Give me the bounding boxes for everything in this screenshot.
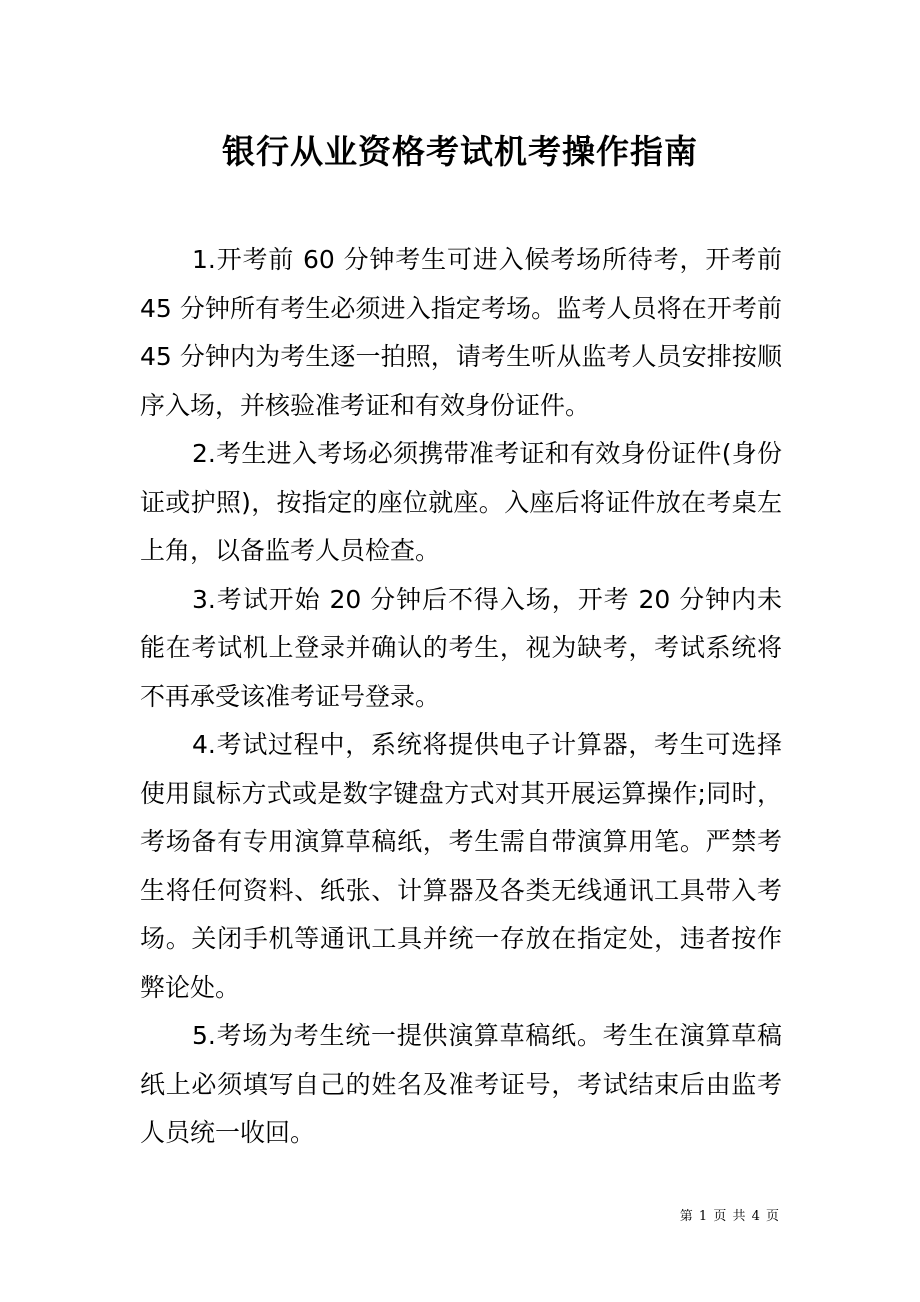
paragraph-5: 5.考场为考生统一提供演算草稿纸。考生在演算草稿纸上必须填写自己的姓名及准考证号，考试结束后由监考人员统一收回。 xyxy=(140,1021,782,1147)
document-body xyxy=(140,236,782,1158)
paragraph-3: 3.考试开始 20 分钟后不得入场，开考 20 分钟内未能在考试机上登录并确认的考生，视为缺考，考试系统将不再承受该准考证号登录。 xyxy=(140,584,782,711)
paragraph-1: 1.开考前 60 分钟考生可进入候考场所待考，开考前 45 分钟所有考生必须进入指定考场。监考人员将在开考前 45 分钟内为考生逐一拍照，请考生听从监考人员安排按顺序入场，并核验准考证和有效身份证件。 xyxy=(140,245,782,420)
page-number-footer: 第 1 页 共 4 页 xyxy=(679,1209,780,1224)
paragraph-4: 4.考试过程中，系统将提供电子计算器，考生可选择使用鼠标方式或是数字键盘方式对其开展运算操作;同时，考场备有专用演算草稿纸，考生需自带演算用笔。严禁考生将任何资料、纸张、计算器及各类无线通讯工具带入考场。关闭手机等通讯工具并统一存放在指定处，违者按作弊论处。 xyxy=(140,730,782,1002)
paragraph-2: 2.考生进入考场必须携带准考证和有效身份证件(身份证或护照)，按指定的座位就座。入座后将证件放在考桌左上角，以备监考人员检查。 xyxy=(140,439,782,565)
document-title: 银行从业资格考试机考操作指南 xyxy=(222,132,698,171)
